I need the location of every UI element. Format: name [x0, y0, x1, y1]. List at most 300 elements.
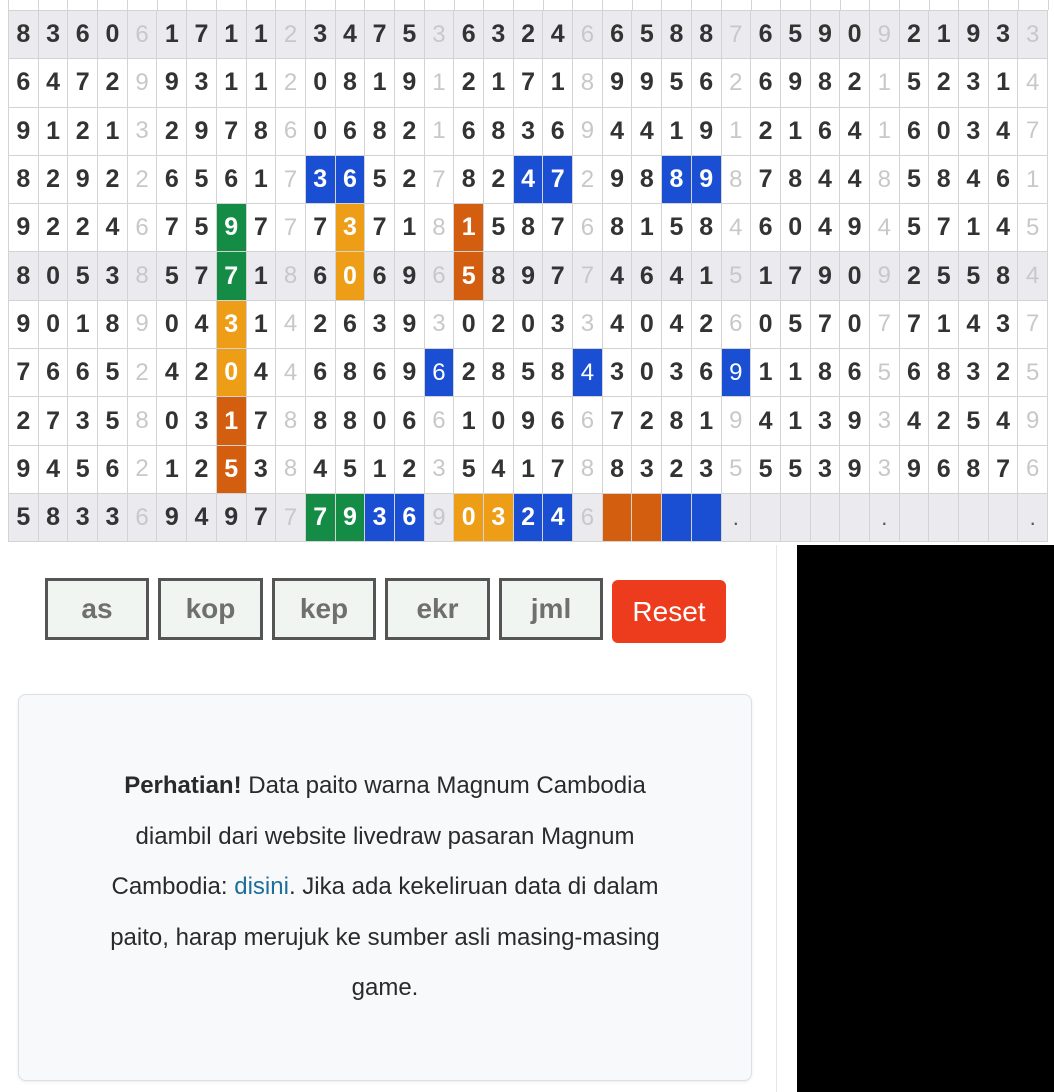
digit-cell: 4 — [811, 204, 841, 252]
digit-cell: 3 — [811, 397, 841, 445]
digit-cell: 5 — [662, 59, 692, 107]
digit-cell: 5 — [217, 446, 247, 494]
digit-cell: 3 — [484, 11, 514, 59]
digit-cell: 4 — [336, 11, 366, 59]
digit-cell: 4 — [543, 11, 573, 59]
digit-cell: 5 — [662, 204, 692, 252]
digit-cell: 1 — [247, 11, 277, 59]
grid-top-edge — [8, 0, 1048, 10]
digit-cell: 6 — [811, 108, 841, 156]
separator-cell: 4 — [1018, 252, 1048, 300]
digit-cell: 3 — [39, 11, 69, 59]
digit-cell: 9 — [692, 108, 722, 156]
separator-cell: 2 — [276, 11, 306, 59]
digit-cell: 2 — [9, 397, 39, 445]
digit-cell: 5 — [454, 446, 484, 494]
digit-cell: 1 — [395, 204, 425, 252]
separator-cell: 4 — [870, 204, 900, 252]
digit-cell: 8 — [811, 349, 841, 397]
digit-cell: 5 — [187, 204, 217, 252]
digit-cell: 3 — [336, 204, 366, 252]
digit-cell: 2 — [187, 349, 217, 397]
separator-cell: 8 — [128, 397, 158, 445]
digit-cell: 1 — [247, 59, 277, 107]
digit-cell: 2 — [454, 59, 484, 107]
digit-cell: 1 — [781, 397, 811, 445]
separator-cell: 8 — [276, 446, 306, 494]
separator-cell: 9 — [870, 11, 900, 59]
digit-cell: 3 — [68, 397, 98, 445]
digit-cell: 8 — [9, 11, 39, 59]
digit-cell: 6 — [217, 156, 247, 204]
digit-cell: 4 — [39, 59, 69, 107]
digit-cell: 5 — [365, 156, 395, 204]
digit-cell: 1 — [454, 397, 484, 445]
digit-cell: 0 — [157, 301, 187, 349]
digit-cell: 3 — [187, 59, 217, 107]
digit-cell: 8 — [692, 11, 722, 59]
digit-cell: 5 — [632, 11, 662, 59]
digit-cell: 9 — [157, 59, 187, 107]
digit-cell: 4 — [840, 156, 870, 204]
digit-cell: 4 — [157, 349, 187, 397]
digit-cell: 9 — [336, 494, 366, 542]
digit-cell: 2 — [98, 156, 128, 204]
separator-cell: 5 — [722, 252, 752, 300]
digit-cell: 1 — [247, 301, 277, 349]
digit-cell — [929, 494, 959, 542]
digit-cell: 3 — [959, 59, 989, 107]
separator-cell: 2 — [276, 59, 306, 107]
notice-body-start: Data paito warna Magnum Cambodia diambil dari website livedraw pasaran Magnum Cambodia: — [111, 772, 646, 901]
digit-cell: 1 — [217, 59, 247, 107]
digit-cell: 5 — [781, 11, 811, 59]
digit-cell: 6 — [454, 11, 484, 59]
digit-cell — [781, 494, 811, 542]
digit-cell: 9 — [781, 59, 811, 107]
notice-box — [18, 694, 752, 1081]
digit-cell: 4 — [603, 252, 633, 300]
digit-cell: 5 — [187, 156, 217, 204]
separator-cell: 3 — [1018, 11, 1048, 59]
digit-cell: 8 — [514, 204, 544, 252]
digit-cell: 0 — [929, 108, 959, 156]
separator-cell: 6 — [573, 11, 603, 59]
digit-cell: 2 — [484, 301, 514, 349]
digit-cell: 5 — [68, 446, 98, 494]
digit-cell: 8 — [98, 301, 128, 349]
digit-cell: 4 — [603, 108, 633, 156]
separator-cell: 3 — [425, 446, 455, 494]
paito-grid — [8, 10, 1048, 542]
digit-cell: 5 — [900, 156, 930, 204]
digit-cell: 9 — [840, 204, 870, 252]
digit-cell: 3 — [603, 349, 633, 397]
digit-cell: 1 — [662, 108, 692, 156]
digit-cell: 3 — [514, 108, 544, 156]
separator-cell: 6 — [128, 11, 158, 59]
digit-cell: 7 — [247, 397, 277, 445]
digit-cell: 3 — [247, 446, 277, 494]
digit-cell: 8 — [692, 204, 722, 252]
digit-cell: 7 — [365, 204, 395, 252]
separator-cell: 7 — [425, 156, 455, 204]
jml-button[interactable]: jml — [499, 578, 603, 640]
digit-cell: 1 — [157, 446, 187, 494]
digit-cell: 3 — [98, 494, 128, 542]
digit-cell: 1 — [98, 108, 128, 156]
digit-cell: 9 — [9, 301, 39, 349]
digit-cell: 6 — [39, 349, 69, 397]
digit-cell: 8 — [543, 349, 573, 397]
digit-cell: 6 — [157, 156, 187, 204]
separator-cell: 8 — [722, 156, 752, 204]
digit-cell: 8 — [929, 156, 959, 204]
digit-cell: 3 — [365, 301, 395, 349]
digit-cell: 7 — [543, 156, 573, 204]
digit-cell: 3 — [306, 156, 336, 204]
digit-cell: 1 — [929, 11, 959, 59]
separator-cell: 5 — [870, 349, 900, 397]
digit-cell: 0 — [365, 397, 395, 445]
digit-cell: 6 — [929, 446, 959, 494]
digit-cell: 8 — [365, 108, 395, 156]
separator-cell: 8 — [425, 204, 455, 252]
digit-cell: 9 — [811, 252, 841, 300]
digit-cell: 9 — [395, 301, 425, 349]
ekr-button[interactable]: ekr — [385, 578, 490, 640]
digit-cell: 6 — [632, 252, 662, 300]
digit-cell: 1 — [484, 59, 514, 107]
separator-cell: 8 — [128, 252, 158, 300]
digit-cell: 1 — [543, 59, 573, 107]
digit-cell: 4 — [959, 301, 989, 349]
digit-cell: 4 — [187, 494, 217, 542]
separator-cell: 6 — [128, 494, 158, 542]
notice-text — [97, 761, 673, 1014]
as-button[interactable]: as — [45, 578, 149, 640]
separator-cell: 7 — [573, 252, 603, 300]
digit-cell: 4 — [514, 156, 544, 204]
digit-cell: 6 — [751, 59, 781, 107]
digit-cell: 4 — [989, 108, 1019, 156]
digit-cell: 6 — [336, 108, 366, 156]
digit-cell: 5 — [929, 252, 959, 300]
content-divider — [776, 545, 777, 1092]
digit-cell: 4 — [959, 156, 989, 204]
digit-cell: 0 — [454, 301, 484, 349]
digit-cell: 0 — [840, 301, 870, 349]
digit-cell: 7 — [929, 204, 959, 252]
separator-cell: 7 — [276, 156, 306, 204]
digit-cell: 7 — [306, 494, 336, 542]
digit-cell: 9 — [395, 252, 425, 300]
separator-cell: 4 — [722, 204, 752, 252]
digit-cell: 3 — [632, 446, 662, 494]
separator-cell: 8 — [573, 446, 603, 494]
digit-cell: 8 — [39, 494, 69, 542]
digit-cell: 6 — [543, 397, 573, 445]
separator-cell: 9 — [1018, 397, 1048, 445]
digit-cell: 5 — [900, 204, 930, 252]
digit-cell — [840, 494, 870, 542]
digit-cell: 6 — [98, 446, 128, 494]
separator-cell: 8 — [573, 59, 603, 107]
digit-cell: 6 — [365, 349, 395, 397]
separator-cell: 6 — [573, 204, 603, 252]
digit-cell: 7 — [68, 59, 98, 107]
separator-cell: 6 — [425, 252, 455, 300]
digit-cell: 1 — [692, 397, 722, 445]
digit-cell: 4 — [811, 156, 841, 204]
separator-cell: 7 — [870, 301, 900, 349]
digit-cell: 9 — [9, 108, 39, 156]
notice-heading: Perhatian! — [124, 772, 242, 800]
digit-cell: 6 — [336, 156, 366, 204]
digit-cell: 9 — [217, 204, 247, 252]
separator-cell: 8 — [276, 397, 306, 445]
digit-cell: 6 — [306, 252, 336, 300]
digit-cell: 6 — [336, 301, 366, 349]
digit-cell: 0 — [840, 11, 870, 59]
digit-cell: 6 — [900, 108, 930, 156]
digit-cell: 2 — [98, 59, 128, 107]
digit-cell: 1 — [68, 301, 98, 349]
digit-cell: 8 — [306, 397, 336, 445]
digit-cell: 4 — [187, 301, 217, 349]
source-link[interactable]: disini — [234, 873, 289, 901]
separator-cell: 3 — [573, 301, 603, 349]
digit-cell: 2 — [751, 108, 781, 156]
digit-cell: 7 — [989, 446, 1019, 494]
separator-cell: 9 — [722, 349, 752, 397]
separator-cell: 6 — [573, 397, 603, 445]
digit-cell: 2 — [514, 494, 544, 542]
kop-button[interactable]: kop — [158, 578, 263, 640]
digit-cell: 4 — [247, 349, 277, 397]
digit-cell: 4 — [306, 446, 336, 494]
digit-cell: 7 — [306, 204, 336, 252]
separator-cell: . — [722, 494, 752, 542]
digit-cell: 9 — [900, 446, 930, 494]
digit-cell: 2 — [514, 11, 544, 59]
digit-cell: 7 — [217, 252, 247, 300]
digit-cell: 7 — [751, 156, 781, 204]
digit-cell: 4 — [900, 397, 930, 445]
digit-cell: 6 — [692, 349, 722, 397]
digit-cell: 3 — [959, 349, 989, 397]
separator-cell: 4 — [276, 301, 306, 349]
separator-cell: 5 — [1018, 349, 1048, 397]
digit-cell: 8 — [989, 252, 1019, 300]
separator-cell: 6 — [276, 108, 306, 156]
digit-cell: 3 — [989, 11, 1019, 59]
digit-cell: 9 — [811, 11, 841, 59]
digit-cell: 9 — [632, 59, 662, 107]
digit-cell: 2 — [68, 108, 98, 156]
digit-cell: 2 — [989, 349, 1019, 397]
digit-cell: 0 — [98, 11, 128, 59]
digit-cell: 8 — [929, 349, 959, 397]
digit-cell: 7 — [217, 108, 247, 156]
digit-cell: 6 — [68, 349, 98, 397]
digit-cell: 3 — [811, 446, 841, 494]
digit-cell: 1 — [989, 59, 1019, 107]
digit-cell: 6 — [989, 156, 1019, 204]
digit-cell: 9 — [514, 252, 544, 300]
separator-cell: 1 — [1018, 156, 1048, 204]
separator-cell: 7 — [1018, 108, 1048, 156]
digit-cell: 3 — [543, 301, 573, 349]
digit-cell: 5 — [98, 349, 128, 397]
digit-cell: 9 — [692, 156, 722, 204]
separator-cell: 9 — [722, 397, 752, 445]
separator-cell: . — [1018, 494, 1048, 542]
digit-cell: 0 — [306, 59, 336, 107]
digit-cell: 5 — [959, 397, 989, 445]
separator-cell: 8 — [276, 252, 306, 300]
digit-cell — [959, 494, 989, 542]
digit-cell: 4 — [603, 301, 633, 349]
digit-cell: 4 — [543, 494, 573, 542]
digit-cell: 1 — [454, 204, 484, 252]
digit-cell: 0 — [632, 301, 662, 349]
digit-cell: 8 — [484, 349, 514, 397]
digit-cell: 6 — [751, 11, 781, 59]
separator-cell: 1 — [870, 59, 900, 107]
separator-cell: 7 — [1018, 301, 1048, 349]
digit-cell: 9 — [68, 156, 98, 204]
separator-cell: 9 — [128, 59, 158, 107]
digit-cell: 2 — [929, 59, 959, 107]
separator-cell: 9 — [128, 301, 158, 349]
separator-cell: 3 — [870, 397, 900, 445]
digit-cell: 7 — [543, 204, 573, 252]
separator-cell: 6 — [1018, 446, 1048, 494]
digit-cell: 5 — [9, 494, 39, 542]
digit-cell: 3 — [306, 11, 336, 59]
digit-cell: 9 — [840, 397, 870, 445]
digit-cell: 8 — [336, 349, 366, 397]
separator-cell: 5 — [1018, 204, 1048, 252]
digit-cell: 6 — [306, 349, 336, 397]
separator-cell: 1 — [425, 59, 455, 107]
separator-cell: . — [870, 494, 900, 542]
digit-cell: 9 — [217, 494, 247, 542]
digit-cell: 1 — [751, 252, 781, 300]
digit-cell: 4 — [662, 252, 692, 300]
digit-cell: 4 — [989, 204, 1019, 252]
digit-cell: 1 — [514, 446, 544, 494]
digit-cell: 9 — [187, 108, 217, 156]
digit-cell: 0 — [751, 301, 781, 349]
digit-cell: 1 — [247, 156, 277, 204]
digit-cell: 2 — [484, 156, 514, 204]
digit-cell: 7 — [365, 11, 395, 59]
digit-cell: 6 — [900, 349, 930, 397]
separator-cell: 1 — [722, 108, 752, 156]
digit-cell: 7 — [39, 397, 69, 445]
digit-cell: 3 — [68, 494, 98, 542]
digit-cell: 5 — [751, 446, 781, 494]
digit-cell: 9 — [157, 494, 187, 542]
digit-cell: 2 — [187, 446, 217, 494]
digit-cell: 0 — [39, 252, 69, 300]
digit-cell: 5 — [959, 252, 989, 300]
digit-cell: 8 — [781, 156, 811, 204]
digit-cell: 0 — [781, 204, 811, 252]
digit-cell: 3 — [217, 301, 247, 349]
digit-cell — [692, 494, 722, 542]
digit-cell: 9 — [603, 59, 633, 107]
digit-cell: 9 — [395, 349, 425, 397]
digit-cell: 0 — [217, 349, 247, 397]
separator-cell: 9 — [425, 494, 455, 542]
digit-cell: 1 — [365, 59, 395, 107]
digit-cell: 7 — [811, 301, 841, 349]
digit-cell: 5 — [395, 11, 425, 59]
digit-cell: 8 — [336, 397, 366, 445]
digit-cell: 6 — [365, 252, 395, 300]
digit-cell: 3 — [692, 446, 722, 494]
digit-cell: 9 — [603, 156, 633, 204]
digit-cell: 5 — [781, 446, 811, 494]
digit-cell: 3 — [365, 494, 395, 542]
digit-cell: 6 — [840, 349, 870, 397]
digit-cell: 9 — [9, 204, 39, 252]
digit-cell: 2 — [395, 446, 425, 494]
digit-cell: 5 — [336, 446, 366, 494]
digit-cell: 1 — [39, 108, 69, 156]
digit-cell: 1 — [247, 252, 277, 300]
reset-button[interactable]: Reset — [612, 580, 726, 643]
digit-cell: 1 — [632, 204, 662, 252]
digit-cell: 2 — [395, 156, 425, 204]
separator-cell: 4 — [276, 349, 306, 397]
digit-cell: 6 — [395, 494, 425, 542]
separator-cell: 3 — [425, 11, 455, 59]
separator-cell: 6 — [425, 397, 455, 445]
separator-cell: 3 — [128, 108, 158, 156]
digit-cell: 4 — [751, 397, 781, 445]
separator-cell: 3 — [870, 446, 900, 494]
digit-cell: 6 — [68, 11, 98, 59]
digit-cell: 2 — [454, 349, 484, 397]
digit-cell: 6 — [692, 59, 722, 107]
digit-cell: 6 — [543, 108, 573, 156]
digit-cell: 8 — [484, 252, 514, 300]
digit-cell: 4 — [632, 108, 662, 156]
digit-cell: 3 — [484, 494, 514, 542]
kep-button[interactable]: kep — [272, 578, 376, 640]
digit-cell — [751, 494, 781, 542]
digit-cell: 7 — [157, 204, 187, 252]
separator-cell: 7 — [276, 204, 306, 252]
digit-cell: 0 — [454, 494, 484, 542]
digit-cell: 1 — [781, 108, 811, 156]
separator-cell: 2 — [573, 156, 603, 204]
digit-cell: 8 — [9, 156, 39, 204]
digit-cell: 9 — [514, 397, 544, 445]
digit-cell: 3 — [98, 252, 128, 300]
separator-cell: 9 — [573, 108, 603, 156]
digit-cell: 3 — [662, 349, 692, 397]
digit-cell: 1 — [157, 11, 187, 59]
digit-cell: 1 — [781, 349, 811, 397]
digit-cell: 0 — [632, 349, 662, 397]
digit-cell — [989, 494, 1019, 542]
separator-cell: 2 — [128, 446, 158, 494]
